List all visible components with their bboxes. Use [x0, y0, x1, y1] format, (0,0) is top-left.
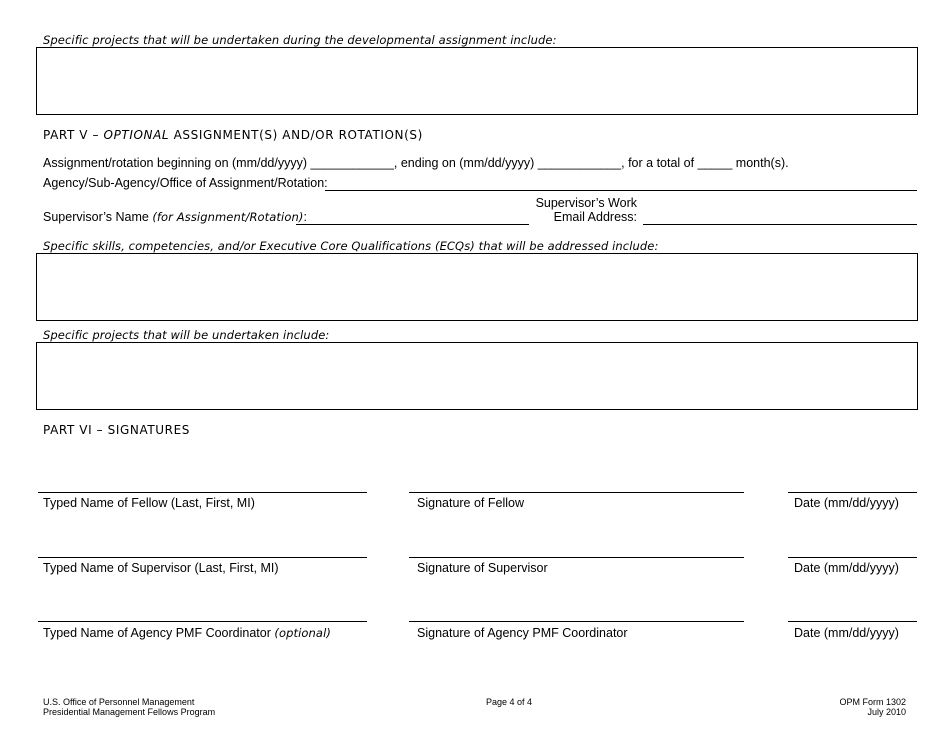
- supervisor-name-input[interactable]: [296, 210, 529, 225]
- developmental-projects-prompt: Specific projects that will be undertaken during the developmental assignment include:: [43, 33, 557, 47]
- fellow-signature-line[interactable]: [409, 492, 744, 493]
- fellow-name-label: [43, 496, 255, 510]
- skills-textarea[interactable]: [36, 253, 918, 321]
- supervisor-name-line[interactable]: [38, 557, 367, 558]
- supervisor-name-qualifier: (for Assignment/Rotation): [152, 210, 304, 224]
- coordinator-signature-line[interactable]: [409, 621, 744, 622]
- part-vi-heading: PART VI – SIGNATURES: [43, 423, 191, 437]
- coordinator-name-label-text: Typed Name of Agency PMF Coordinator: [43, 626, 275, 640]
- footer-org: [43, 697, 215, 717]
- rotation-projects-textarea[interactable]: [36, 342, 918, 410]
- fellow-name-line[interactable]: [38, 492, 367, 493]
- supervisor-email-label-line2: Email Address:: [553, 210, 637, 224]
- agency-input[interactable]: [325, 176, 917, 191]
- supervisor-signature-label: Signature of Supervisor: [417, 561, 548, 575]
- part-v-heading-suffix: ASSIGNMENT(S) AND/OR ROTATION(S): [169, 128, 423, 142]
- skills-prompt: Specific skills, competencies, and/or Executive Core Qualifications (ECQs) that will be addressed include:: [43, 239, 659, 253]
- supervisor-name-label: [43, 210, 307, 224]
- supervisor-typed-name-label-text: Typed Name of Supervisor (Last, First, MI): [43, 561, 279, 575]
- coordinator-name-line[interactable]: [38, 621, 367, 622]
- supervisor-date-label: Date (mm/dd/yyyy): [794, 561, 899, 575]
- footer-page-number: Page 4 of 4: [486, 697, 533, 707]
- supervisor-email-label: [520, 196, 637, 224]
- fellow-date-line[interactable]: [788, 492, 917, 493]
- fellow-signature-label: Signature of Fellow: [417, 496, 525, 510]
- supervisor-date-line[interactable]: [788, 557, 917, 558]
- part-v-heading: [43, 128, 423, 142]
- footer-org-line1: U.S. Office of Personnel Management: [43, 697, 195, 707]
- supervisor-signature-line[interactable]: [409, 557, 744, 558]
- footer-org-line2: Presidential Management Fellows Program: [43, 707, 216, 717]
- coordinator-date-label: Date (mm/dd/yyyy): [794, 626, 899, 640]
- fellow-name-label-text: Typed Name of Fellow (Last, First, MI): [43, 496, 255, 510]
- coordinator-signature-label: Signature of Agency PMF Coordinator: [417, 626, 628, 640]
- supervisor-email-input[interactable]: [643, 210, 917, 225]
- supervisor-email-label-line1: Supervisor’s Work: [535, 196, 637, 210]
- footer-form-date: July 2010: [867, 707, 906, 717]
- supervisor-name-label-text: Supervisor’s Name: [43, 210, 153, 224]
- footer-form-info: [800, 697, 906, 717]
- developmental-projects-textarea[interactable]: [36, 47, 918, 115]
- rotation-dates-sentence: Assignment/rotation beginning on (mm/dd/yyyy) ____________, ending on (mm/dd/yyyy) ____________, for a total of _____ month(s).: [43, 156, 789, 170]
- part-v-heading-prefix: PART V –: [43, 128, 104, 142]
- coordinator-date-line[interactable]: [788, 621, 917, 622]
- supervisor-name-colon: :: [303, 210, 307, 224]
- coordinator-name-optional: (optional): [274, 626, 331, 640]
- rotation-projects-prompt: Specific projects that will be undertaken include:: [43, 328, 330, 342]
- supervisor-typed-name-label: [43, 561, 279, 575]
- footer-form-number: OPM Form 1302: [839, 697, 906, 707]
- fellow-date-label: Date (mm/dd/yyyy): [794, 496, 899, 510]
- coordinator-name-label: [43, 626, 331, 640]
- part-v-heading-optional: OPTIONAL: [103, 128, 170, 142]
- agency-label: Agency/Sub-Agency/Office of Assignment/Rotation:: [43, 176, 328, 190]
